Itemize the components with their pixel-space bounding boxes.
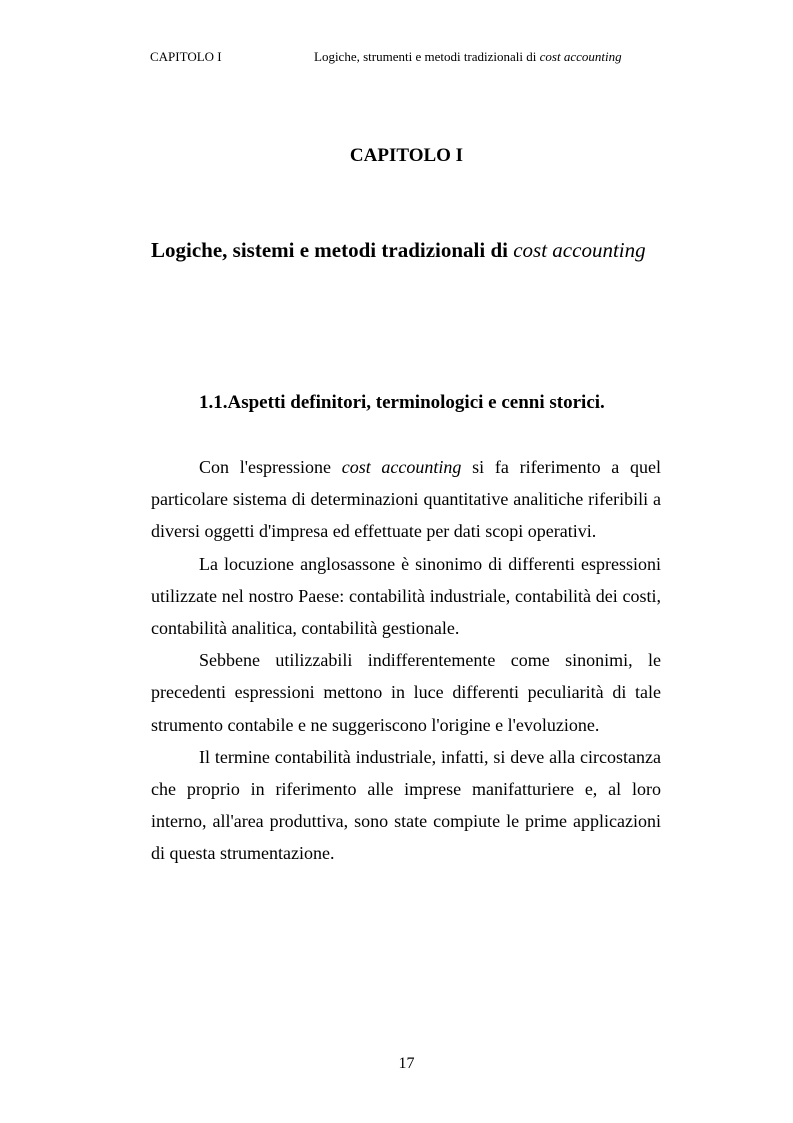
section-heading: 1.1.Aspetti definitori, terminologici e cenni storici. <box>199 392 605 413</box>
page-number: 17 <box>398 1055 415 1072</box>
running-header-title-text: Logiche, strumenti e metodi tradizionali di <box>314 49 540 64</box>
paragraph-1-italic: cost accounting <box>341 457 462 477</box>
running-header-title <box>314 48 622 66</box>
chapter-title-text: Logiche, sistemi e metodi tradizionali di <box>151 238 514 262</box>
paragraph-3: Sebbene utilizzabili indifferentemente come sinonimi, le precedenti espressioni mettono in luce differenti peculiarità di tale strumento contabile e ne suggeriscono l'origine e l'evoluzione. <box>151 650 661 735</box>
paragraph-1-before: Con l'espressione <box>199 457 342 477</box>
paragraph-2: La locuzione anglosassone è sinonimo di differenti espressioni utilizzate nel nostro Paese: contabilità industriale, contabilità dei costi, contabilità analitica, contabilità gestionale. <box>151 553 661 639</box>
paragraph-1-after: si fa riferimento a quel particolare sistema di determinazioni quantitative analitiche riferibili a diversi oggetti d'impresa ed effettuate per dati scopi operativi. <box>151 457 662 542</box>
paragraph-1 <box>151 451 661 548</box>
chapter-title <box>151 236 646 264</box>
running-header-chapter: CAPITOLO I <box>150 49 222 64</box>
chapter-title-italic: cost accounting <box>513 238 646 262</box>
paragraph-4: Il termine contabilità industriale, infatti, si deve alla circostanza che proprio in riferimento alle imprese manifatturiere e, al loro interno, all'area produttiva, sono state compiute le prime applicazioni di questa strumentazione. <box>151 746 661 864</box>
body-text <box>151 451 661 870</box>
running-header-title-italic: cost accounting <box>539 49 622 64</box>
chapter-label: CAPITOLO I <box>349 145 464 166</box>
